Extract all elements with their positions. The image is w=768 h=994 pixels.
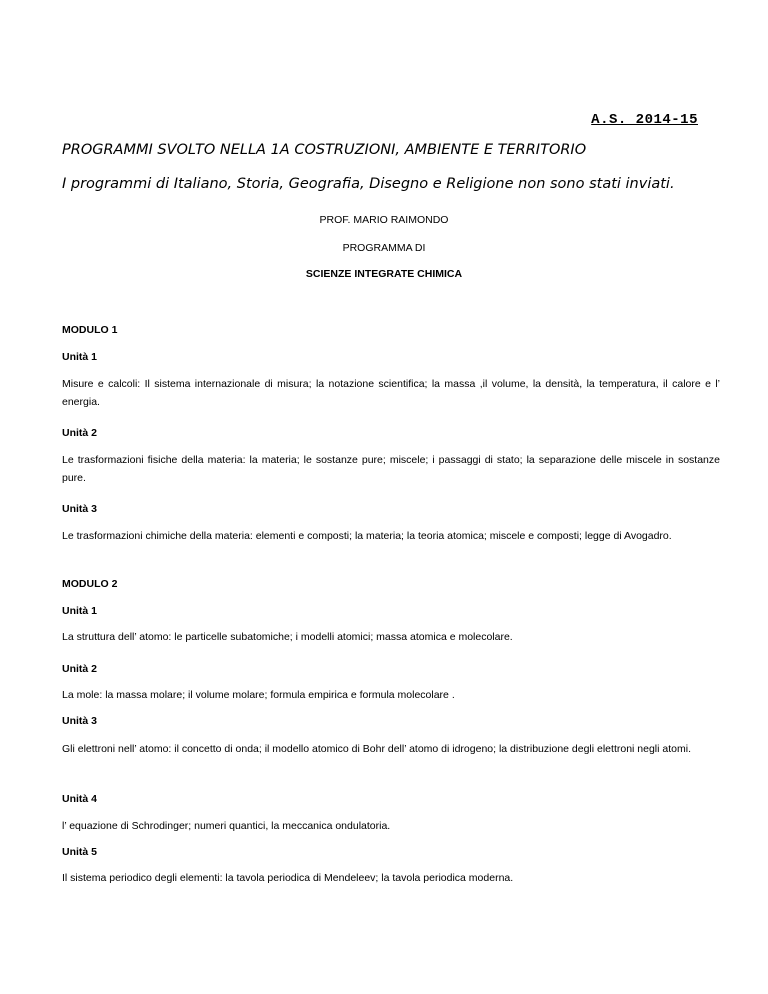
program-label: PROGRAMMA DI bbox=[342, 242, 426, 254]
module-1-unit-2-title: Unità 2 bbox=[62, 427, 98, 439]
program-note: I programmi di Italiano, Storia, Geografia, Disegno e Religione non sono stati inviati. bbox=[62, 176, 675, 192]
school-year: A.S. 2014-15 bbox=[591, 112, 698, 128]
module-2-unit-1-text: La struttura dell’ atomo: le particelle subatomiche; i modelli atomici; massa atomica e molecolare. bbox=[62, 631, 513, 643]
module-2-unit-1-title: Unità 1 bbox=[62, 605, 98, 617]
module-1-unit-1-text: Misure e calcoli: Il sistema internazionale di misura; la notazione scientifica; la massa ,il volume, la densità, la temperatura, il calore e l’ energia. bbox=[62, 378, 720, 408]
module-2-title: MODULO 2 bbox=[62, 578, 118, 590]
module-2-unit-5-text: Il sistema periodico degli elementi: la tavola periodica di Mendeleev; la tavola periodica moderna. bbox=[62, 872, 514, 884]
subject-title: SCIENZE INTEGRATE CHIMICA bbox=[305, 268, 463, 280]
module-2-unit-2-text: La mole: la massa molare; il volume molare; formula empirica e formula molecolare . bbox=[62, 689, 455, 701]
module-2-unit-5-title: Unità 5 bbox=[62, 846, 98, 858]
module-2-unit-4-title: Unità 4 bbox=[62, 793, 98, 805]
module-2-unit-4-text: l’ equazione di Schrodinger; numeri quantici, la meccanica ondulatoria. bbox=[62, 820, 391, 832]
module-1-unit-2-text: Le trasformazioni fisiche della materia: la materia; le sostanze pure; miscele; i passaggi di stato; la separazione delle miscele in sostanze pure. bbox=[62, 454, 720, 484]
module-1-unit-1-title: Unità 1 bbox=[62, 351, 98, 363]
module-1-title: MODULO 1 bbox=[62, 324, 118, 336]
module-2-unit-2-title: Unità 2 bbox=[62, 663, 98, 675]
module-2-unit-3-title: Unità 3 bbox=[62, 715, 98, 727]
module-1-unit-3-text: Le trasformazioni chimiche della materia: elementi e composti; la materia; la teoria atomica; miscele e composti; legge di Avogadro. bbox=[62, 530, 672, 542]
module-1-unit-3-title: Unità 3 bbox=[62, 503, 98, 515]
program-title: PROGRAMMI SVOLTO NELLA 1A COSTRUZIONI, AMBIENTE E TERRITORIO bbox=[62, 142, 587, 158]
module-2-unit-3-text: Gli elettroni nell’ atomo: il concetto di onda; il modello atomico di Bohr dell’ atomo di idrogeno; la distribuzione degli elettroni negli atomi. bbox=[62, 743, 691, 755]
teacher-name: PROF. MARIO RAIMONDO bbox=[319, 214, 449, 226]
